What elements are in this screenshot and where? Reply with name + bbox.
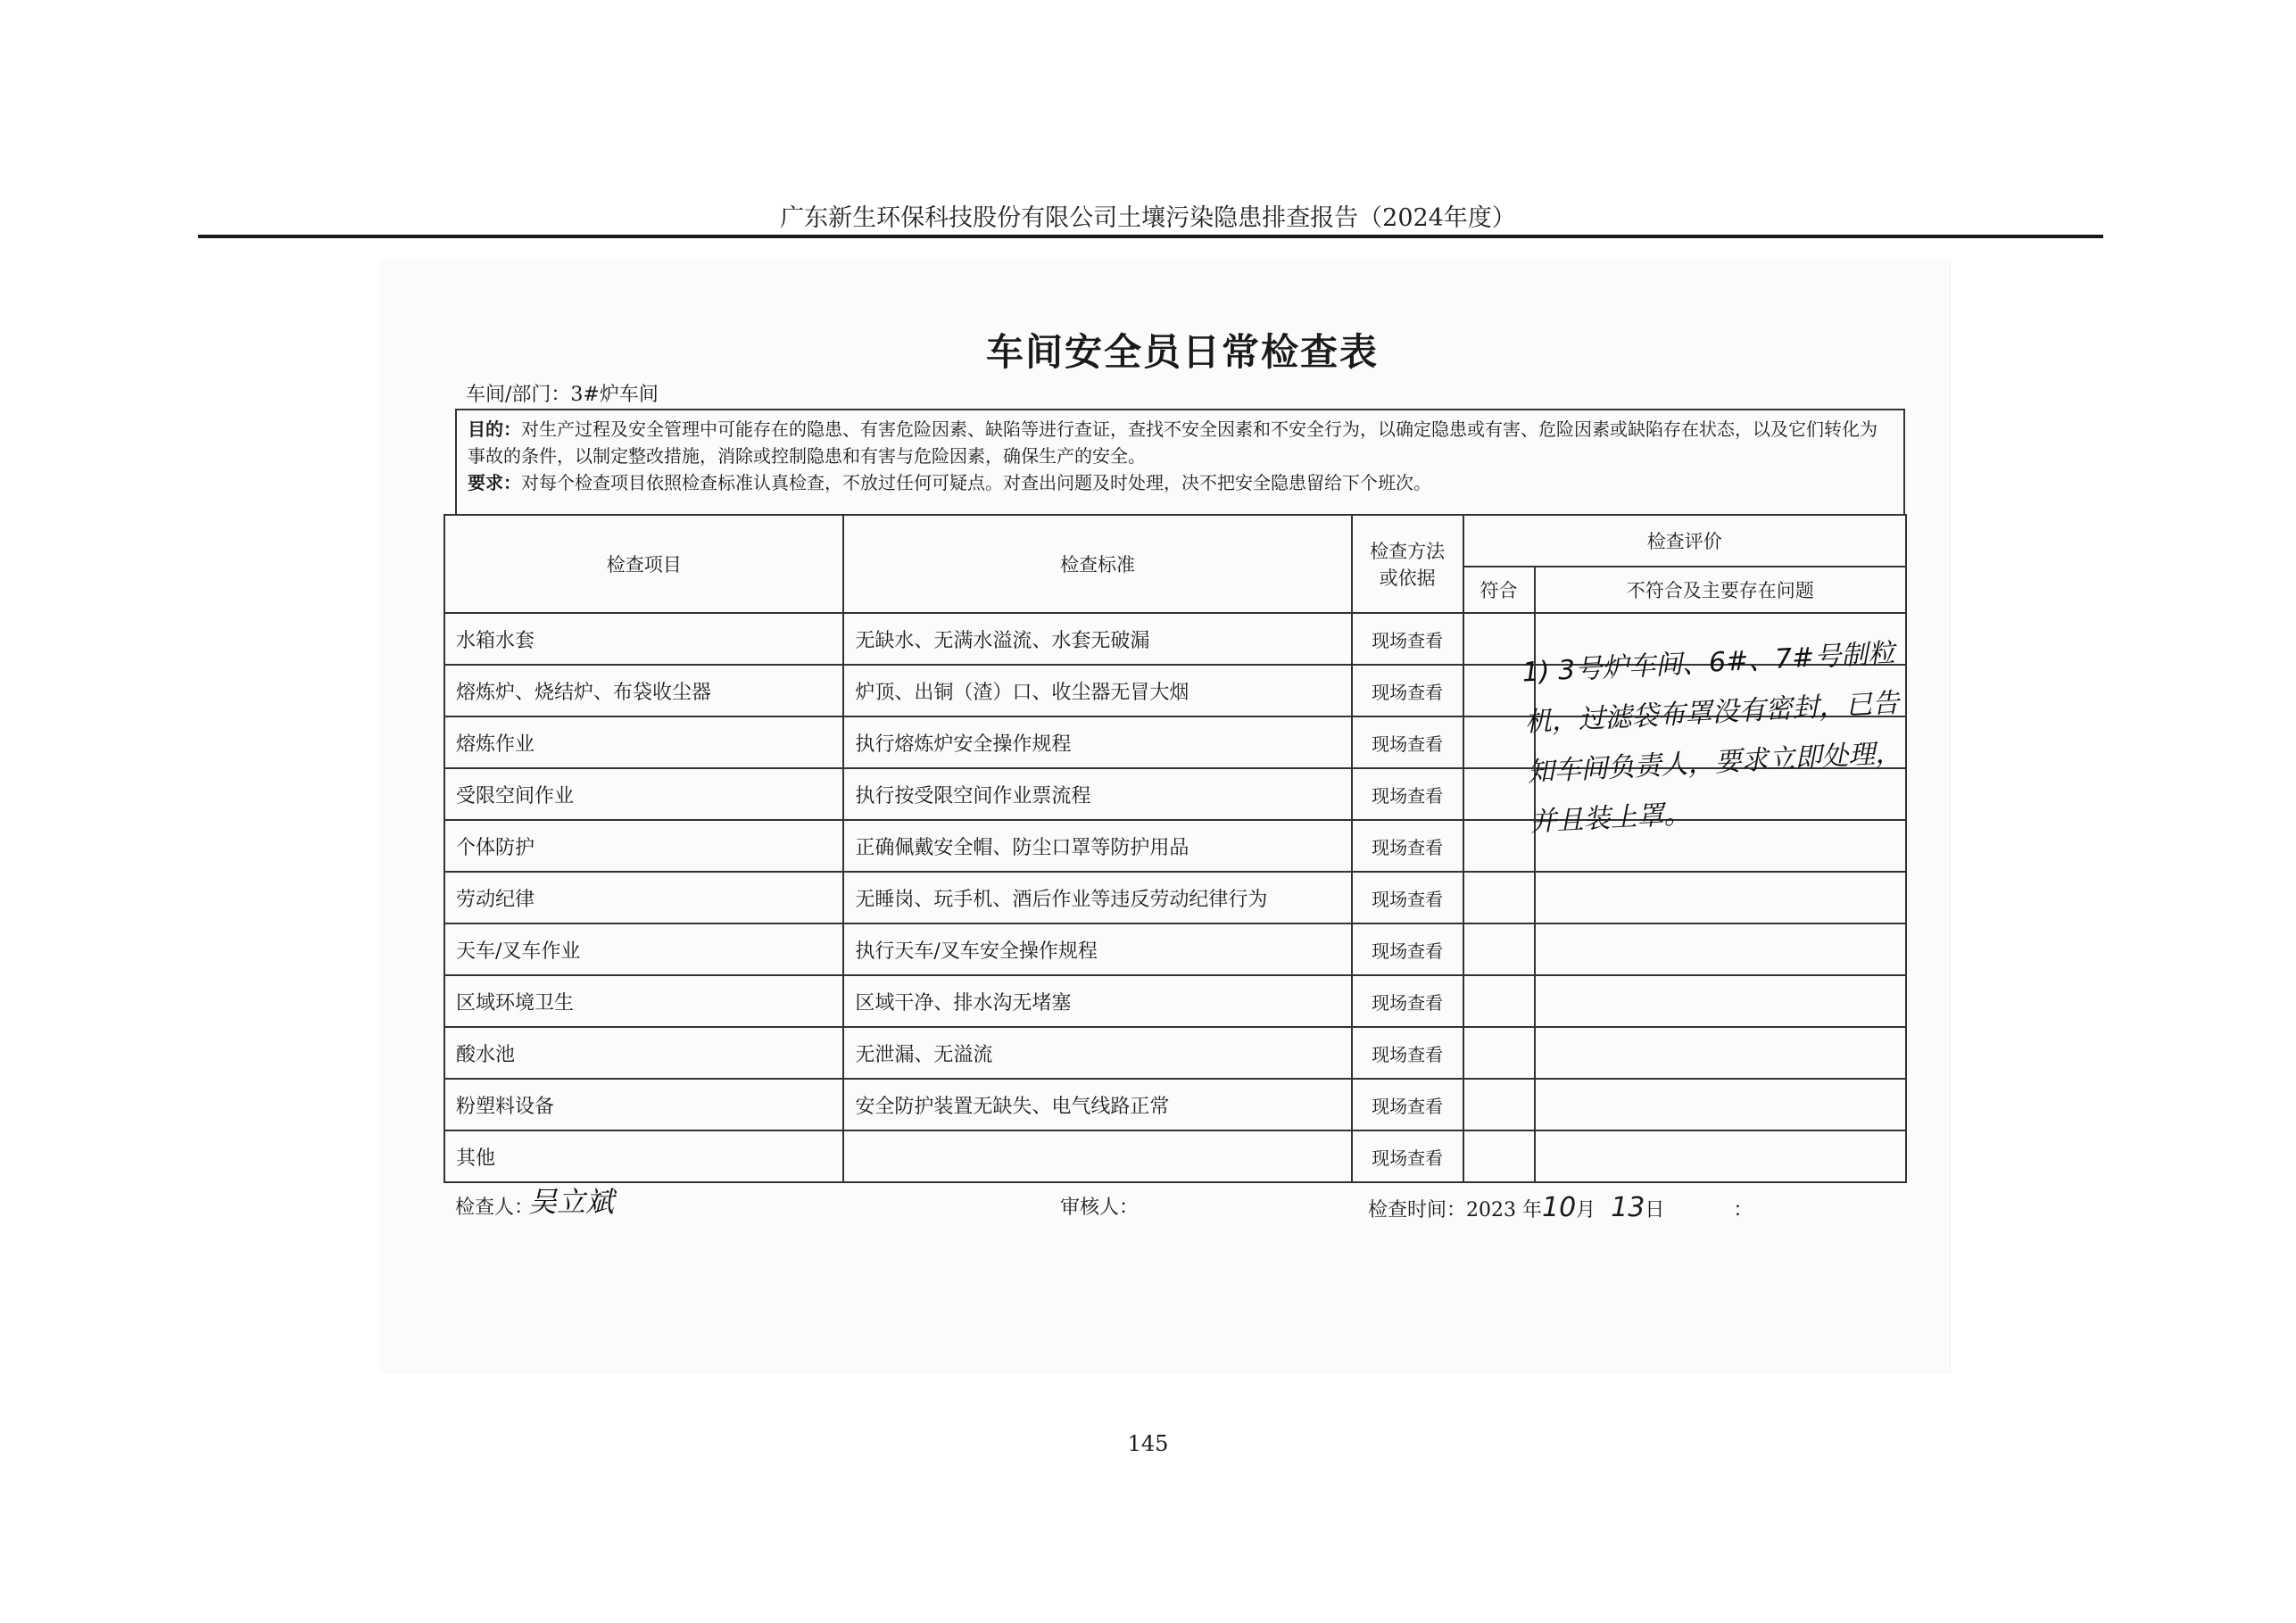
row-issues — [1535, 923, 1906, 975]
row-item: 酸水池 — [444, 1027, 843, 1079]
row-item: 个体防护 — [444, 820, 843, 872]
row-issues — [1535, 1027, 1906, 1079]
header-issues: 不符合及主要存在问题 — [1535, 567, 1906, 613]
row-standard: 执行天车/叉车安全操作规程 — [843, 923, 1351, 975]
row-conform — [1463, 872, 1535, 923]
table-row — [444, 1130, 1906, 1182]
row-method: 现场查看 — [1352, 872, 1463, 923]
row-conform — [1463, 820, 1535, 872]
table-header-row — [444, 515, 1906, 567]
header-rule — [198, 235, 2103, 238]
month-label: 月 — [1576, 1199, 1596, 1221]
row-conform — [1463, 768, 1535, 820]
row-method: 现场查看 — [1352, 975, 1463, 1027]
requirement-text: 对每个检查项目依照检查标准认真检查，不放过任何可疑点。对查出问题及时处理，决不把安全隐患留给下个班次。 — [521, 472, 1431, 493]
row-issues — [1535, 1130, 1906, 1182]
row-standard: 炉顶、出铜（渣）口、收尘器无冒大烟 — [843, 665, 1351, 716]
row-standard: 区域干净、排水沟无堵塞 — [843, 975, 1351, 1027]
page-number: 145 — [1127, 1431, 1169, 1456]
department-label: 车间/部门：3#炉车间 — [466, 384, 659, 406]
row-standard: 无睡岗、玩手机、酒后作业等违反劳动纪律行为 — [843, 872, 1351, 923]
row-standard: 执行按受限空间作业票流程 — [843, 768, 1351, 820]
row-standard — [843, 1130, 1351, 1182]
row-method: 现场查看 — [1352, 1079, 1463, 1130]
row-method: 现场查看 — [1352, 1130, 1463, 1182]
row-standard: 执行熔炼炉安全操作规程 — [843, 716, 1351, 768]
day-label: 日 — [1645, 1199, 1665, 1221]
table-row — [444, 923, 1906, 975]
header-standard: 检查标准 — [843, 515, 1351, 613]
row-conform — [1463, 923, 1535, 975]
header-item: 检查项目 — [444, 515, 843, 613]
reviewer-label: 审核人： — [1060, 1197, 1140, 1219]
report-header-title: 广东新生环保科技股份有限公司土壤污染隐患排查报告（2024年度） — [780, 204, 1516, 232]
row-method: 现场查看 — [1352, 716, 1463, 768]
row-conform — [1463, 1130, 1535, 1182]
row-item: 熔炼作业 — [444, 716, 843, 768]
row-standard: 无泄漏、无溢流 — [843, 1027, 1351, 1079]
row-method: 现场查看 — [1352, 1027, 1463, 1079]
inspector-field — [455, 1192, 534, 1220]
row-conform — [1463, 1079, 1535, 1130]
row-conform — [1463, 716, 1535, 768]
row-item: 劳动纪律 — [444, 872, 843, 923]
header-evaluation: 检查评价 — [1463, 515, 1906, 567]
row-conform — [1463, 975, 1535, 1027]
requirement-label: 要求： — [468, 472, 521, 493]
purpose-box — [455, 409, 1905, 514]
row-item: 区域环境卫生 — [444, 975, 843, 1027]
row-method: 现场查看 — [1352, 820, 1463, 872]
row-method: 现场查看 — [1352, 665, 1463, 716]
row-issues — [1535, 872, 1906, 923]
date-trailing: ： — [1733, 1199, 1753, 1221]
header-conform: 符合 — [1463, 567, 1535, 613]
date-label: 检查时间：2023 年 — [1368, 1199, 1542, 1221]
table-row — [444, 872, 1906, 923]
row-standard: 安全防护装置无缺失、电气线路正常 — [843, 1079, 1351, 1130]
date-day: 13 — [1611, 1192, 1645, 1223]
form-title: 车间安全员日常检查表 — [985, 330, 1379, 374]
row-item: 受限空间作业 — [444, 768, 843, 820]
row-method: 现场查看 — [1352, 923, 1463, 975]
table-row — [444, 975, 1906, 1027]
table-row — [444, 1079, 1906, 1130]
handwritten-issue-note: 1) 3号炉车间、6#、7#号制粒机，过滤袋布罩没有密封，已告知车间负责人，要求立即处理，并且装上罩。 — [1521, 637, 1903, 839]
inspector-label: 检查人： — [455, 1197, 535, 1219]
row-item: 粉塑料设备 — [444, 1079, 843, 1130]
inspection-table — [443, 514, 1907, 1183]
row-item: 天车/叉车作业 — [444, 923, 843, 975]
row-standard: 无缺水、无满水溢流、水套无破漏 — [843, 613, 1351, 665]
purpose-text: 对生产过程及安全管理中可能存在的隐患、有害危险因素、缺陷等进行查证，查找不安全因素和不安全行为，以确定隐患或有害、危险因素或缺陷存在状态，以及它们转化为事故的条件，以制定整改措施，消除或控制隐患和有害与危险因素，确保生产的安全。 — [468, 418, 1877, 467]
row-item: 熔炼炉、烧结炉、布袋收尘器 — [444, 665, 843, 716]
header-method: 检查方法或依据 — [1352, 515, 1463, 613]
table-row — [444, 1027, 1906, 1079]
row-conform — [1463, 1027, 1535, 1079]
inspection-date — [1368, 1192, 1753, 1223]
purpose-label: 目的： — [468, 418, 521, 440]
inspector-signature: 吴立斌 — [528, 1185, 615, 1219]
row-issues — [1535, 1079, 1906, 1130]
row-issues — [1535, 975, 1906, 1027]
row-item: 其他 — [444, 1130, 843, 1182]
row-method: 现场查看 — [1352, 613, 1463, 665]
row-item: 水箱水套 — [444, 613, 843, 665]
date-month: 10 — [1541, 1192, 1577, 1223]
row-method: 现场查看 — [1352, 768, 1463, 820]
row-standard: 正确佩戴安全帽、防尘口罩等防护用品 — [843, 820, 1351, 872]
